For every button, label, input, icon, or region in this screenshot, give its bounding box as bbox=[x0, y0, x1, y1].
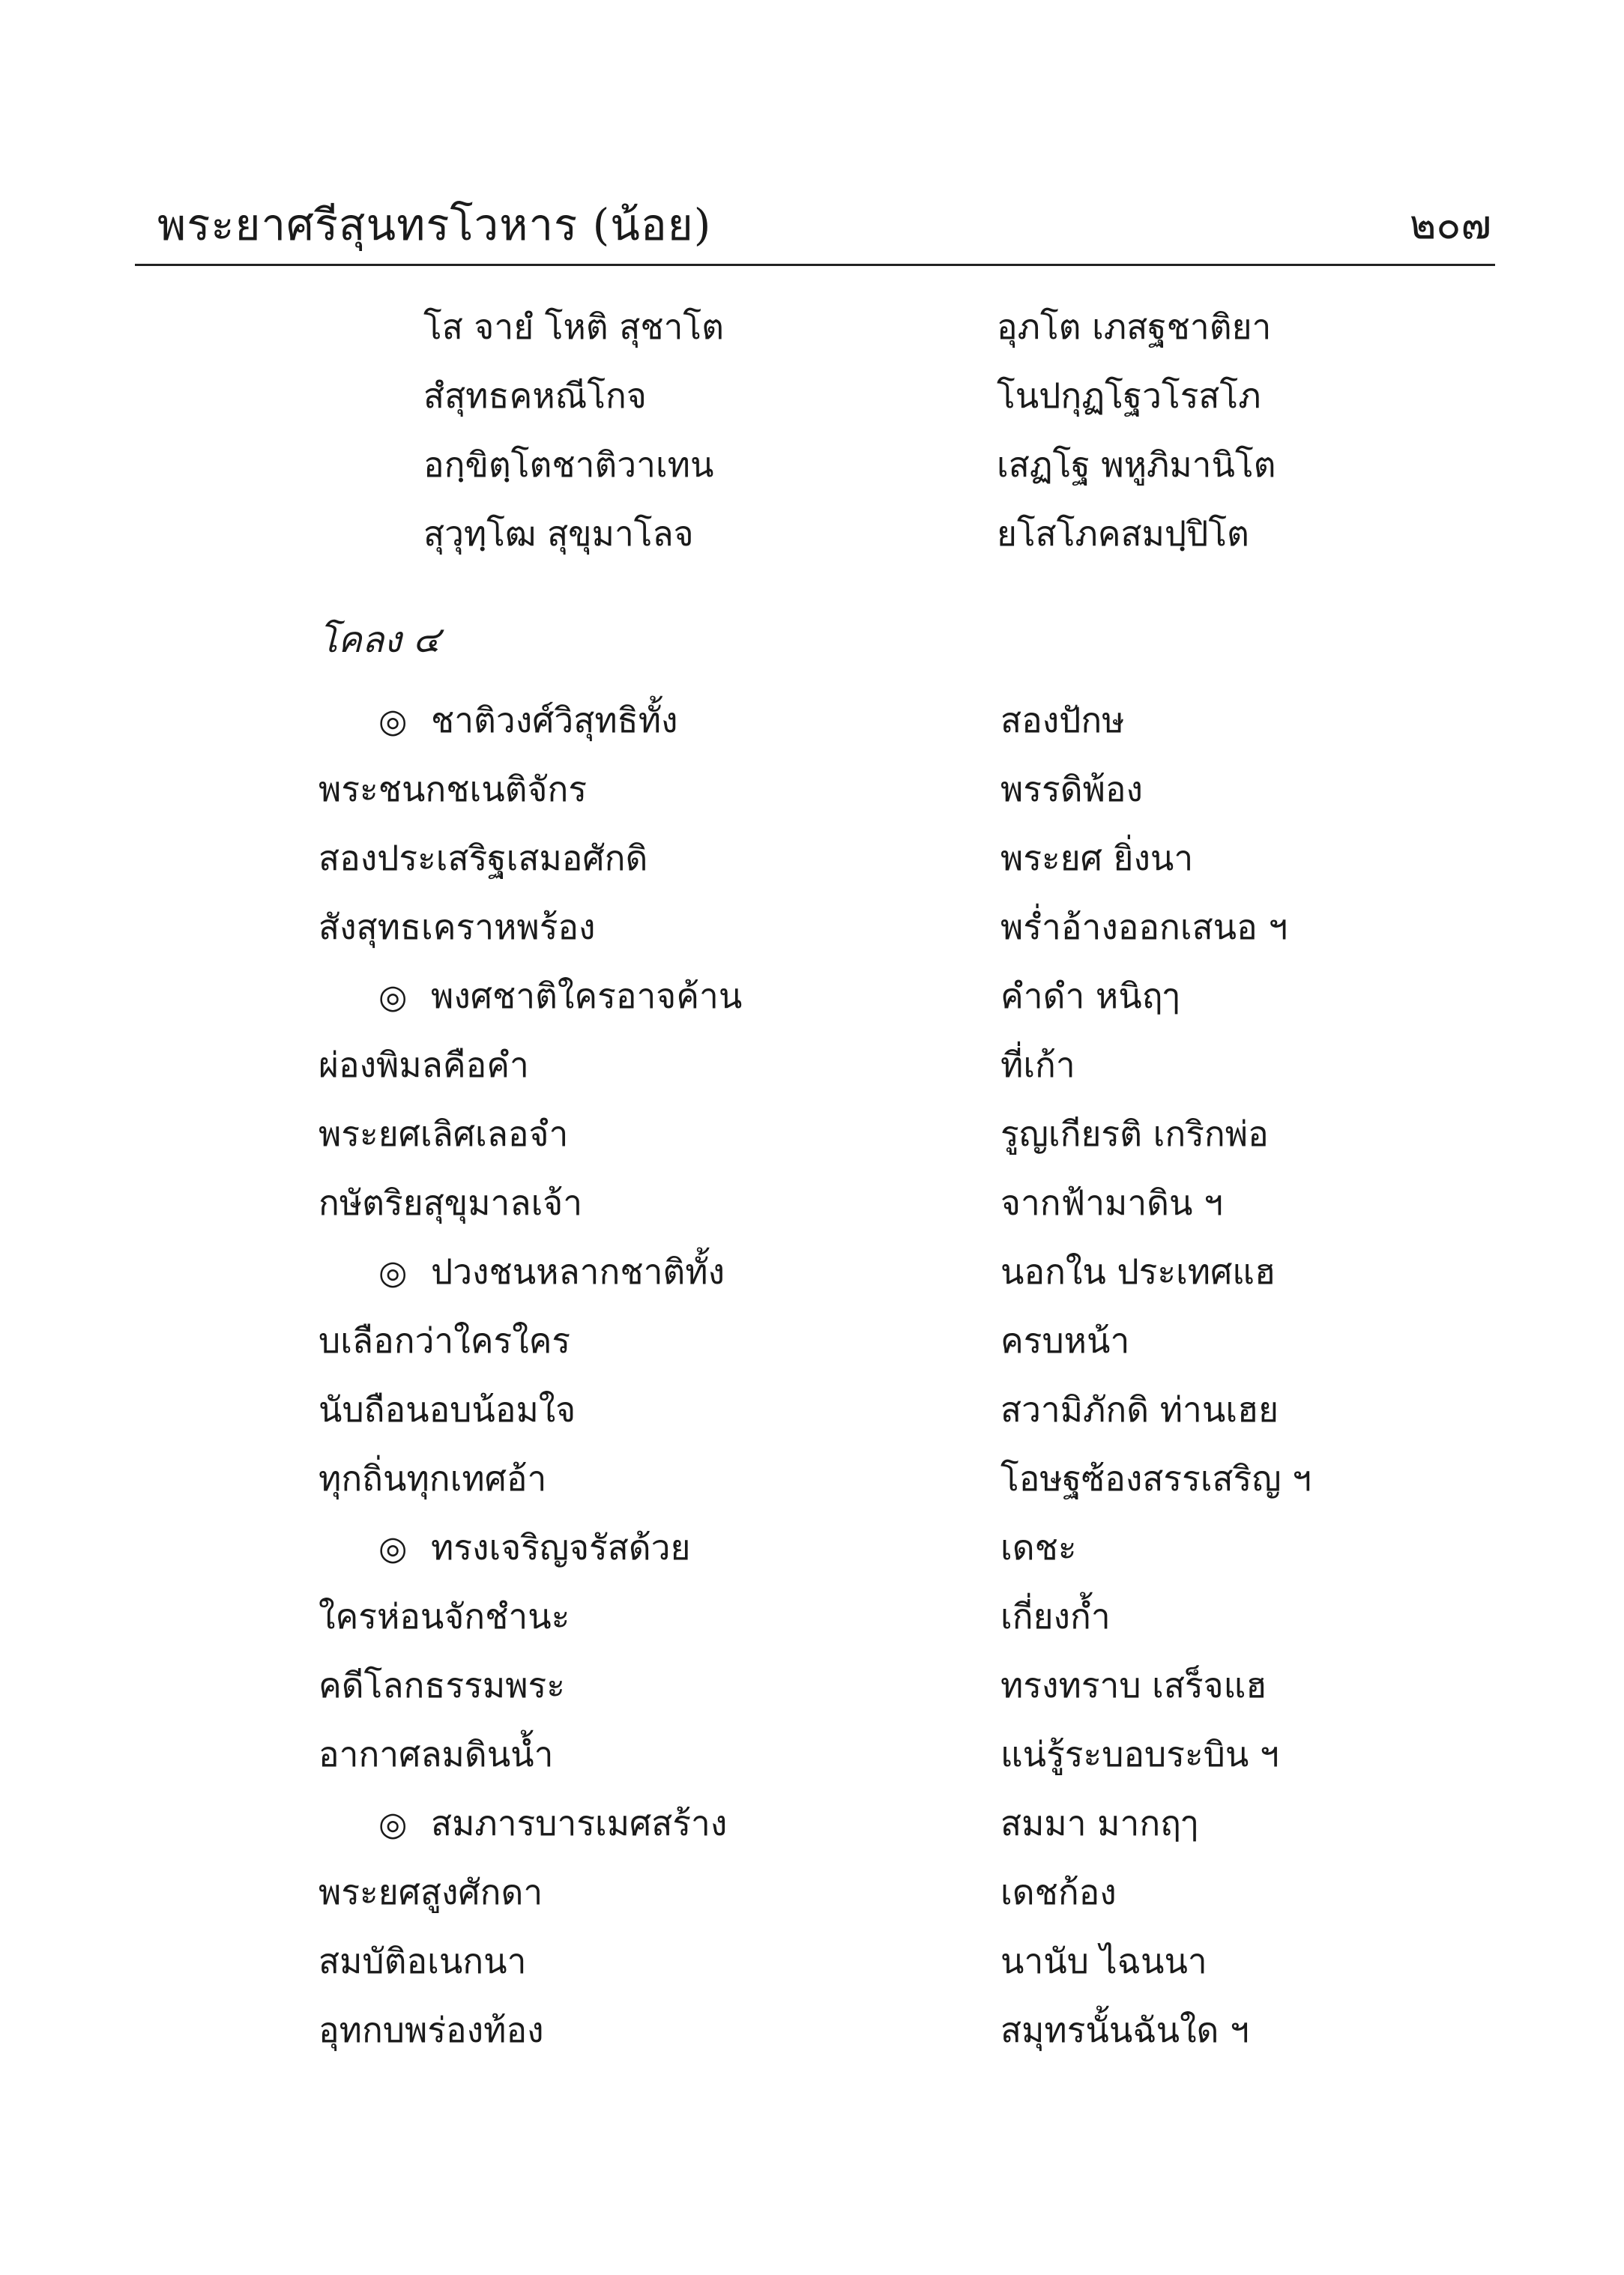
verse-line bbox=[0, 1927, 1624, 1995]
verse-line bbox=[0, 361, 1624, 430]
verse-line bbox=[0, 1375, 1624, 1444]
verse-line-right: ยโสโภคสมปฺปิโต bbox=[997, 513, 1249, 554]
verse-line-right: เดชก้อง bbox=[1000, 1872, 1117, 1912]
khlong-stanzas bbox=[0, 686, 1624, 2064]
verse-line-right: นอกใน ประเทศแฮ bbox=[1000, 1251, 1276, 1292]
verse-line bbox=[0, 1995, 1624, 2064]
verse-line-left: สมบัติอเนกนา bbox=[319, 1941, 527, 1981]
verse-text: ทรงเจริญจรัสด้วย bbox=[431, 1527, 691, 1568]
verse-line-left: สํสุทธคหณีโกจ bbox=[423, 375, 647, 416]
verse-line bbox=[0, 1582, 1624, 1651]
verse-line-left: โส จายํ โหติ สุชาโต bbox=[423, 306, 724, 347]
verse-line bbox=[0, 292, 1624, 361]
verse-line-left: สังสุทธเคราหพร้อง bbox=[319, 907, 596, 947]
verse-text: พงศชาติใครอาจค้าน bbox=[431, 976, 743, 1016]
verse-line-left: พระชนกชเนติจักร bbox=[319, 769, 588, 809]
verse-line-right: พร่ำอ้างออกเสนอ ฯ bbox=[1000, 907, 1288, 947]
verse-line bbox=[0, 686, 1624, 755]
verse-line-left bbox=[378, 686, 678, 756]
verse-line-left bbox=[378, 1789, 727, 1859]
verse-line-right: พรรดิพ้อง bbox=[1000, 769, 1144, 809]
verse-line bbox=[0, 430, 1624, 499]
verse-line-left: สองประเสริฐเสมอศักดิ bbox=[319, 838, 648, 878]
section-heading: โคลง ๔ bbox=[319, 619, 441, 661]
running-title: พระยาศรีสุนทรโวหาร (น้อย) bbox=[157, 199, 712, 250]
verse-line bbox=[0, 824, 1624, 892]
verse-line-left: นับถือนอบน้อมใจ bbox=[319, 1389, 576, 1430]
verse-line-left: กษัตริยสุขุมาลเจ้า bbox=[319, 1182, 583, 1223]
stanza bbox=[0, 1789, 1624, 2064]
verse-line bbox=[0, 755, 1624, 824]
verse-line bbox=[0, 1720, 1624, 1789]
stanza-bullet-icon: ◎ bbox=[378, 1805, 408, 1843]
verse-line bbox=[0, 961, 1624, 1030]
verse-text: ชาติวงศ์วิสุทธิทั้ง bbox=[431, 700, 678, 740]
verse-line bbox=[0, 1651, 1624, 1720]
verse-line-right: พระยศ ยิ่งนา bbox=[1000, 838, 1194, 878]
stanza-bullet-icon: ◎ bbox=[378, 978, 408, 1016]
stanza-bullet-icon: ◎ bbox=[378, 702, 408, 740]
verse-line-left bbox=[378, 1237, 725, 1308]
verse-line-right: เกี่ยงก้ำ bbox=[1000, 1596, 1111, 1637]
verse-line-right: สองปักษ bbox=[1000, 700, 1125, 740]
verse-line bbox=[0, 499, 1624, 568]
verse-line-left: พระยศเลิศเลอจำ bbox=[319, 1114, 569, 1154]
verse-line-right: ครบหน้า bbox=[1000, 1320, 1130, 1361]
verse-line-left: อุทกบพร่องท้อง bbox=[319, 2010, 544, 2050]
stanza bbox=[0, 686, 1624, 961]
verse-line bbox=[0, 892, 1624, 961]
verse-line bbox=[0, 1168, 1624, 1237]
verse-line-right: โอษฐซ้องสรรเสริญ ฯ bbox=[1000, 1458, 1311, 1499]
stanza-bullet-icon: ◎ bbox=[378, 1529, 408, 1568]
header-rule bbox=[135, 264, 1495, 266]
stanza bbox=[0, 1237, 1624, 1513]
verse-line-right: แน่รู้ระบอบระบิน ฯ bbox=[1000, 1734, 1279, 1774]
verse-line-left bbox=[378, 961, 742, 1032]
verse-line bbox=[0, 1513, 1624, 1582]
verse-line-right: โนปกุฏโฐวโรสโภ bbox=[997, 375, 1261, 416]
stanza bbox=[0, 961, 1624, 1237]
stanza-bullet-icon: ◎ bbox=[378, 1254, 408, 1292]
verse-text: สมภารบารเมศสร้าง bbox=[431, 1803, 728, 1843]
verse-line-left: คดีโลกธรรมพระ bbox=[319, 1665, 565, 1706]
verse-line-left: ใครห่อนจักชำนะ bbox=[319, 1596, 570, 1637]
verse-line-left: ทุกถิ่นทุกเทศอ้า bbox=[319, 1458, 547, 1499]
verse-line bbox=[0, 1237, 1624, 1306]
verse-line bbox=[0, 1030, 1624, 1099]
verse-line-left: อกฺขิตฺโตชาติวาเทน bbox=[423, 444, 714, 485]
verse-line-left: สุวุทฺโฒ สุขุมาโลจ bbox=[423, 513, 694, 554]
verse-line bbox=[0, 1858, 1624, 1927]
verse-line-right: เดชะ bbox=[1000, 1527, 1077, 1568]
verse-line-left: ผ่องพิมลคือคำ bbox=[319, 1045, 529, 1085]
verse-line-left: อากาศลมดินน้ำ bbox=[319, 1734, 554, 1774]
verse-line-right: สมุทรนั้นฉันใด ฯ bbox=[1000, 2010, 1249, 2050]
verse-text: ปวงชนหลากชาติทั้ง bbox=[431, 1251, 725, 1292]
page-header bbox=[157, 191, 1491, 259]
verse-line-left bbox=[378, 1513, 690, 1583]
verse-line-right: จากฟ้ามาดิน ฯ bbox=[1000, 1182, 1223, 1223]
page-number: ๒๐๗ bbox=[1409, 201, 1491, 248]
verse-line-right: อุภโต เภสฐชาติยา bbox=[997, 306, 1272, 347]
verse-line-right: สวามิภักดิ ท่านเฮย bbox=[1000, 1389, 1279, 1430]
verse-line-right: ทรงทราบ เสร็จแฮ bbox=[1000, 1665, 1267, 1706]
verse-line-left: พระยศสูงศักดา bbox=[319, 1872, 543, 1912]
stanza bbox=[0, 1513, 1624, 1789]
verse-line bbox=[0, 1306, 1624, 1375]
pali-verse bbox=[0, 292, 1624, 568]
verse-line-right: รูญเกียรติ เกริกพ่อ bbox=[1000, 1114, 1269, 1154]
verse-line-right: สมมา มากฤๅ bbox=[1000, 1803, 1198, 1843]
verse-line-right: คำดำ หนิฤๅ bbox=[1000, 976, 1180, 1016]
verse-line bbox=[0, 1444, 1624, 1513]
verse-line-right: นานับ ไฉนนา bbox=[1000, 1941, 1207, 1981]
verse-line-right: ที่เก้า bbox=[1000, 1045, 1075, 1085]
verse-line-left: บเลือกว่าใครใคร bbox=[319, 1320, 571, 1361]
verse-line bbox=[0, 1789, 1624, 1858]
verse-line-right: เสฏโฐ พหูภิมานิโต bbox=[997, 444, 1276, 485]
verse-line bbox=[0, 1099, 1624, 1168]
